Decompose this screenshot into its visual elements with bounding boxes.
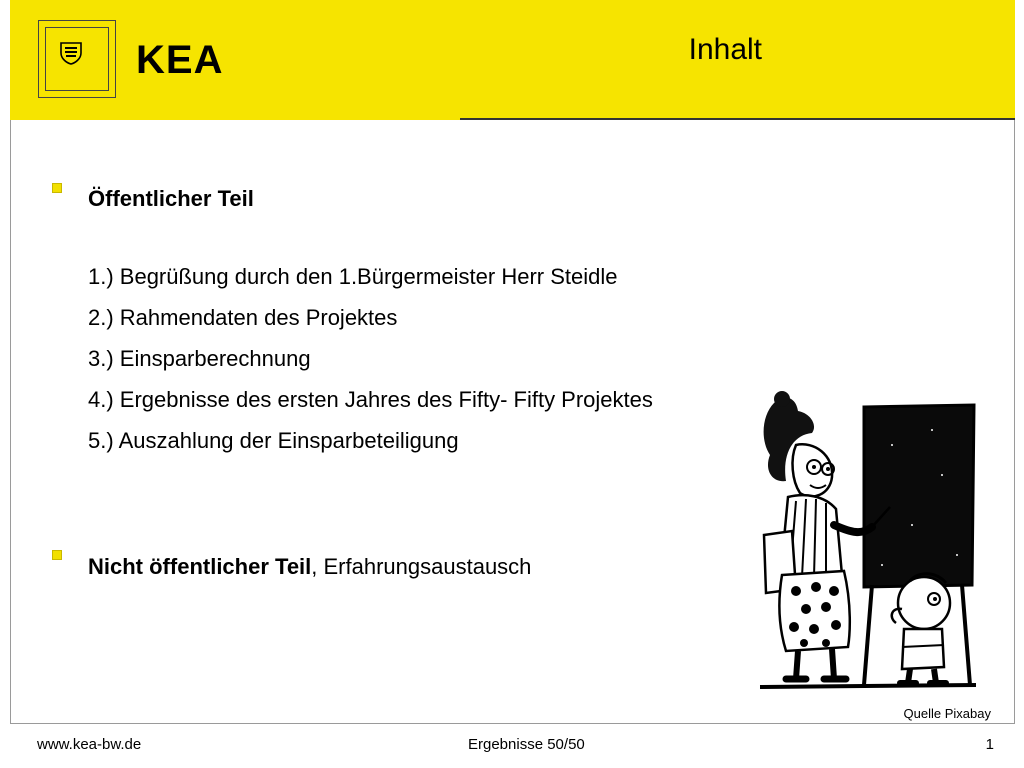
section-public-title: Öffentlicher Teil: [88, 186, 254, 211]
teacher-cartoon-illustration: [752, 385, 988, 695]
agenda-item: 3.) Einsparberechnung: [88, 346, 311, 371]
section-private-title: Nicht öffentlicher Teil: [88, 554, 312, 579]
footer-page-number: 1: [985, 736, 994, 753]
section-private: [88, 554, 531, 580]
slide-title: Inhalt: [688, 33, 762, 66]
footer-website: www.kea-bw.de: [37, 736, 142, 753]
coat-of-arms-icon: [59, 41, 83, 65]
coat-of-arms-logo: [38, 20, 116, 98]
section-private-rest: , Erfahrungsaustausch: [311, 554, 532, 579]
agenda-item: 1.) Begrüßung durch den 1.Bürgermeister Herr Steidle: [88, 264, 618, 289]
section-public: [88, 186, 254, 212]
header-divider: [460, 118, 1015, 120]
agenda-list: [88, 262, 768, 467]
agenda-item: 4.) Ergebnisse des ersten Jahres des Fifty- Fifty Projektes: [88, 387, 653, 412]
bullet-icon: [52, 550, 62, 560]
logo-text: KEA: [136, 38, 224, 82]
footer-center-text: Ergebnisse 50/50: [468, 736, 585, 753]
agenda-item: 5.) Auszahlung der Einsparbeteiligung: [88, 428, 459, 453]
image-credit: Quelle Pixabay: [903, 706, 991, 721]
agenda-item: 2.) Rahmendaten des Projektes: [88, 305, 398, 330]
bullet-icon: [52, 183, 62, 193]
